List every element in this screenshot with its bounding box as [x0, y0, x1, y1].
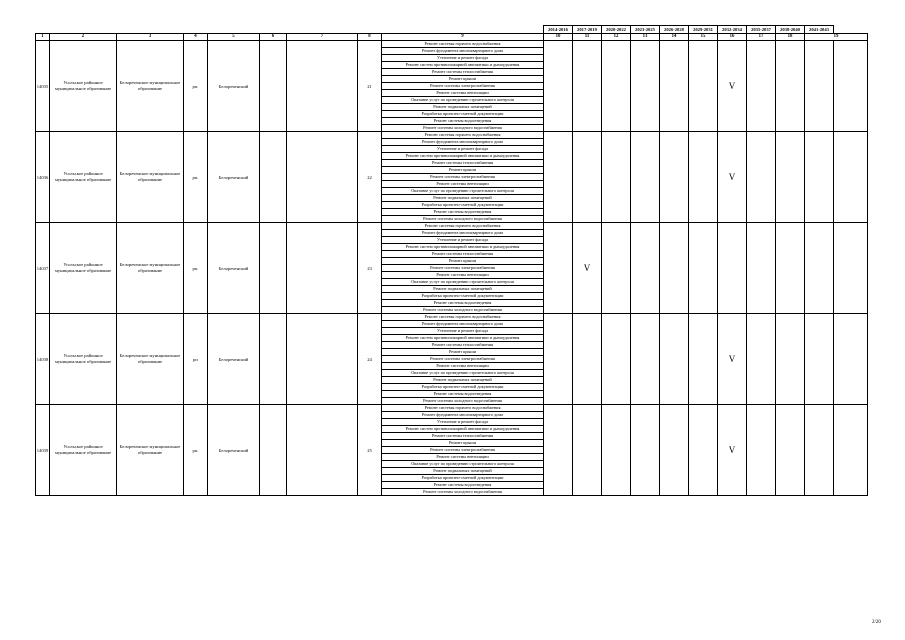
work-type-cell: Ремонт системы водоотведения	[382, 482, 544, 489]
period-cell	[776, 132, 805, 223]
district-cell: Усольское районное муниципальное образование	[50, 132, 117, 223]
street-name-cell	[287, 132, 358, 223]
work-type-cell: Ремонт системы вентиляции	[382, 363, 544, 370]
table-row	[36, 314, 868, 321]
work-type-cell: Разработка проектно-сметной документации	[382, 475, 544, 482]
period-cell	[544, 405, 573, 496]
period-cell	[689, 314, 718, 405]
period-cell	[544, 132, 573, 223]
header-blank-cell	[184, 26, 208, 34]
work-type-cell: Ремонт системы холодного водоснабжения	[382, 398, 544, 405]
work-type-cell: Ремонт подвальных помещений	[382, 104, 544, 111]
period-cell	[573, 41, 602, 132]
street-name-cell	[287, 314, 358, 405]
work-type-cell: Ремонт фундамента многоквартирного дома	[382, 230, 544, 237]
period-cell	[602, 132, 631, 223]
period-cell	[805, 405, 834, 496]
period-cell	[747, 132, 776, 223]
work-type-cell: Ремонт систем противопожарной автоматики и дымоудаления	[382, 153, 544, 160]
municipality-cell: Белореченское муниципальное образование	[117, 405, 184, 496]
period-cell	[689, 41, 718, 132]
settlement-name-cell: Белореченский	[208, 405, 260, 496]
period-cell	[776, 223, 805, 314]
header-blank-cell	[50, 26, 117, 34]
period-header-cell: 2038-2040	[776, 26, 805, 34]
period-cell	[660, 314, 689, 405]
work-type-cell: Ремонт системы водоотведения	[382, 300, 544, 307]
work-type-cell: Оказание услуг по проведению строительного контроля	[382, 461, 544, 468]
header-blank-cell	[382, 26, 544, 34]
work-type-cell: Ремонт системы электроснабжения	[382, 83, 544, 90]
house-number-cell: 21	[358, 41, 382, 132]
street-name-cell	[287, 41, 358, 132]
work-type-cell: Ремонт системы водоотведения	[382, 118, 544, 125]
work-type-cell: Ремонт крыши	[382, 76, 544, 83]
settlement-name-cell: Белореченский	[208, 41, 260, 132]
period-cell	[718, 223, 747, 314]
period-cell	[573, 132, 602, 223]
street-name-cell	[287, 223, 358, 314]
work-type-cell: Разработка проектно-сметной документации	[382, 202, 544, 209]
work-type-cell: Ремонт фундамента многоквартирного дома	[382, 139, 544, 146]
house-number-cell: 25	[358, 405, 382, 496]
header-blank-cell	[117, 26, 184, 34]
work-type-cell: Ремонт системы горячего водоснабжения	[382, 41, 544, 48]
work-type-cell: Ремонт системы горячего водоснабжения	[382, 223, 544, 230]
period-cell	[573, 314, 602, 405]
period-mark-cell: V	[573, 223, 602, 314]
house-number-cell: 24	[358, 314, 382, 405]
street-type-cell	[260, 314, 287, 405]
column-number-cell: 17	[747, 34, 776, 41]
period-cell	[544, 41, 573, 132]
column-number-cell: 1	[36, 34, 50, 41]
column-number-cell: 19	[805, 34, 868, 41]
municipality-cell: Белореченское муниципальное образование	[117, 223, 184, 314]
column-number-cell: 10	[544, 34, 573, 41]
district-cell: Усольское районное муниципальное образование	[50, 223, 117, 314]
district-cell: Усольское районное муниципальное образование	[50, 41, 117, 132]
house-number-cell: 22	[358, 132, 382, 223]
period-mark-cell: V	[718, 41, 747, 132]
work-type-cell: Оказание услуг по проведению строительного контроля	[382, 188, 544, 195]
street-type-cell	[260, 405, 287, 496]
settlement-type-cell: рп.	[184, 405, 208, 496]
column-number-cell: 12	[602, 34, 631, 41]
period-cell	[689, 405, 718, 496]
work-type-cell: Ремонт системы вентиляции	[382, 181, 544, 188]
work-type-cell: Разработка проектно-сметной документации	[382, 384, 544, 391]
work-type-cell: Ремонт системы теплоснабжения	[382, 69, 544, 76]
period-cell	[631, 132, 660, 223]
work-type-cell: Утепление и ремонт фасада	[382, 328, 544, 335]
settlement-type-cell: рп.	[184, 132, 208, 223]
work-type-cell: Оказание услуг по проведению строительного контроля	[382, 279, 544, 286]
header-blank-cell	[358, 26, 382, 34]
work-type-cell: Ремонт систем противопожарной автоматики и дымоудаления	[382, 335, 544, 342]
row-id-cell: 14035	[36, 41, 50, 132]
period-cell	[631, 41, 660, 132]
capital-repair-schedule-table	[35, 25, 868, 496]
period-cell	[805, 314, 834, 405]
column-number-row	[36, 34, 868, 41]
header-blank-cell	[208, 26, 260, 34]
settlement-name-cell: Белореченский	[208, 132, 260, 223]
period-cell	[776, 41, 805, 132]
settlement-name-cell: Белореченский	[208, 314, 260, 405]
period-cell	[747, 41, 776, 132]
work-type-cell: Ремонт систем противопожарной автоматики и дымоудаления	[382, 62, 544, 69]
work-type-cell: Ремонт подвальных помещений	[382, 286, 544, 293]
period-cell	[631, 405, 660, 496]
period-cell	[805, 132, 834, 223]
column-number-cell: 11	[573, 34, 602, 41]
header-blank-cell	[287, 26, 358, 34]
period-cell	[602, 41, 631, 132]
period-cell	[689, 223, 718, 314]
period-cell	[776, 405, 805, 496]
work-type-cell: Утепление и ремонт фасада	[382, 419, 544, 426]
column-number-cell: 7	[287, 34, 358, 41]
row-id-cell: 14037	[36, 223, 50, 314]
period-cell	[747, 405, 776, 496]
period-cell	[747, 314, 776, 405]
period-cell	[602, 223, 631, 314]
period-header-cell: 2035-2037	[747, 26, 776, 34]
work-type-cell: Ремонт системы электроснабжения	[382, 174, 544, 181]
table-row	[36, 132, 868, 139]
column-number-cell: 18	[776, 34, 805, 41]
work-type-cell: Ремонт подвальных помещений	[382, 468, 544, 475]
period-cell	[834, 132, 868, 223]
header-blank-cell	[260, 26, 287, 34]
column-number-cell: 4	[184, 34, 208, 41]
work-type-cell: Ремонт системы холодного водоснабжения	[382, 307, 544, 314]
period-cell	[834, 405, 868, 496]
column-number-cell: 13	[631, 34, 660, 41]
work-type-cell: Ремонт системы холодного водоснабжения	[382, 125, 544, 132]
period-header-cell: 2032-2034	[718, 26, 747, 34]
street-name-cell	[287, 405, 358, 496]
work-type-cell: Ремонт системы электроснабжения	[382, 265, 544, 272]
settlement-name-cell: Белореченский	[208, 223, 260, 314]
period-cell	[631, 223, 660, 314]
work-type-cell: Ремонт систем противопожарной автоматики и дымоудаления	[382, 426, 544, 433]
work-type-cell: Ремонт фундамента многоквартирного дома	[382, 48, 544, 55]
period-cell	[544, 314, 573, 405]
table-row	[36, 41, 868, 48]
work-type-cell: Ремонт системы горячего водоснабжения	[382, 314, 544, 321]
column-number-cell: 14	[660, 34, 689, 41]
period-cell	[660, 405, 689, 496]
municipality-cell: Белореченское муниципальное образование	[117, 41, 184, 132]
work-type-cell: Оказание услуг по проведению строительного контроля	[382, 97, 544, 104]
period-cell	[689, 132, 718, 223]
page-number: 2/20	[872, 620, 881, 625]
street-type-cell	[260, 41, 287, 132]
period-cell	[544, 223, 573, 314]
period-cell	[660, 41, 689, 132]
period-header-row	[36, 26, 868, 34]
work-type-cell: Ремонт фундамента многоквартирного дома	[382, 412, 544, 419]
settlement-type-cell: рп.	[184, 41, 208, 132]
work-type-cell: Ремонт системы вентиляции	[382, 454, 544, 461]
row-id-cell: 14039	[36, 405, 50, 496]
work-type-cell: Ремонт фундамента многоквартирного дома	[382, 321, 544, 328]
period-cell	[747, 223, 776, 314]
work-type-cell: Оказание услуг по проведению строительного контроля	[382, 370, 544, 377]
column-number-cell: 15	[689, 34, 718, 41]
period-cell	[834, 223, 868, 314]
work-type-cell: Ремонт подвальных помещений	[382, 377, 544, 384]
period-cell	[631, 314, 660, 405]
settlement-type-cell: рп.	[184, 223, 208, 314]
period-header-cell: 2023-2025	[631, 26, 660, 34]
work-type-cell: Ремонт крыши	[382, 258, 544, 265]
work-type-cell: Ремонт крыши	[382, 167, 544, 174]
row-id-cell: 14036	[36, 132, 50, 223]
work-type-cell: Ремонт крыши	[382, 440, 544, 447]
street-type-cell	[260, 132, 287, 223]
work-type-cell: Ремонт системы горячего водоснабжения	[382, 132, 544, 139]
period-header-cell: 2026-2028	[660, 26, 689, 34]
period-cell	[573, 405, 602, 496]
work-type-cell: Ремонт системы электроснабжения	[382, 356, 544, 363]
period-mark-cell: V	[718, 132, 747, 223]
period-cell	[834, 314, 868, 405]
work-type-cell: Ремонт системы электроснабжения	[382, 447, 544, 454]
work-type-cell: Ремонт системы горячего водоснабжения	[382, 405, 544, 412]
column-number-cell: 16	[718, 34, 747, 41]
row-id-cell: 14038	[36, 314, 50, 405]
district-cell: Усольское районное муниципальное образование	[50, 405, 117, 496]
period-cell	[602, 314, 631, 405]
work-type-cell: Утепление и ремонт фасада	[382, 55, 544, 62]
work-type-cell: Утепление и ремонт фасада	[382, 237, 544, 244]
column-number-cell: 9	[382, 34, 544, 41]
work-type-cell: Ремонт крыши	[382, 349, 544, 356]
work-type-cell: Ремонт системы теплоснабжения	[382, 160, 544, 167]
work-type-cell: Ремонт подвальных помещений	[382, 195, 544, 202]
period-cell	[660, 223, 689, 314]
header-blank-cell	[36, 26, 50, 34]
work-type-cell: Ремонт системы теплоснабжения	[382, 251, 544, 258]
column-number-cell: 6	[260, 34, 287, 41]
work-type-cell: Ремонт системы водоотведения	[382, 209, 544, 216]
settlement-type-cell: рп	[184, 314, 208, 405]
period-header-cell: 2041-2043	[805, 26, 834, 34]
work-type-cell: Ремонт системы водоотведения	[382, 391, 544, 398]
period-header-cell: 2014-2016	[544, 26, 573, 34]
period-cell	[776, 314, 805, 405]
street-type-cell	[260, 223, 287, 314]
work-type-cell: Ремонт системы холодного водоснабжения	[382, 489, 544, 496]
house-number-cell: 23	[358, 223, 382, 314]
period-header-cell: 2029-2031	[689, 26, 718, 34]
work-type-cell: Ремонт системы теплоснабжения	[382, 433, 544, 440]
district-cell: Усольское районное муниципальное образование	[50, 314, 117, 405]
table-row	[36, 223, 868, 230]
municipality-cell: Белореченское муниципальное образование	[117, 314, 184, 405]
work-type-cell: Ремонт системы теплоснабжения	[382, 342, 544, 349]
work-type-cell: Ремонт системы холодного водоснабжения	[382, 216, 544, 223]
period-cell	[660, 132, 689, 223]
work-type-cell: Разработка проектно-сметной документации	[382, 111, 544, 118]
work-type-cell: Ремонт системы вентиляции	[382, 272, 544, 279]
column-number-cell: 3	[117, 34, 184, 41]
period-mark-cell: V	[718, 405, 747, 496]
table-row	[36, 405, 868, 412]
period-mark-cell: V	[718, 314, 747, 405]
document-page	[35, 25, 837, 496]
period-cell	[602, 405, 631, 496]
period-cell	[805, 41, 834, 132]
column-number-cell: 2	[50, 34, 117, 41]
column-number-cell: 8	[358, 34, 382, 41]
work-type-cell: Утепление и ремонт фасада	[382, 146, 544, 153]
period-header-cell: 2020-2022	[602, 26, 631, 34]
work-type-cell: Ремонт системы вентиляции	[382, 90, 544, 97]
work-type-cell: Ремонт систем противопожарной автоматики и дымоудаления	[382, 244, 544, 251]
column-number-cell: 5	[208, 34, 260, 41]
period-header-cell: 2017-2019	[573, 26, 602, 34]
municipality-cell: Белореченское муниципальное образование	[117, 132, 184, 223]
work-type-cell: Разработка проектно-сметной документации	[382, 293, 544, 300]
period-cell	[805, 223, 834, 314]
period-cell	[834, 41, 868, 132]
